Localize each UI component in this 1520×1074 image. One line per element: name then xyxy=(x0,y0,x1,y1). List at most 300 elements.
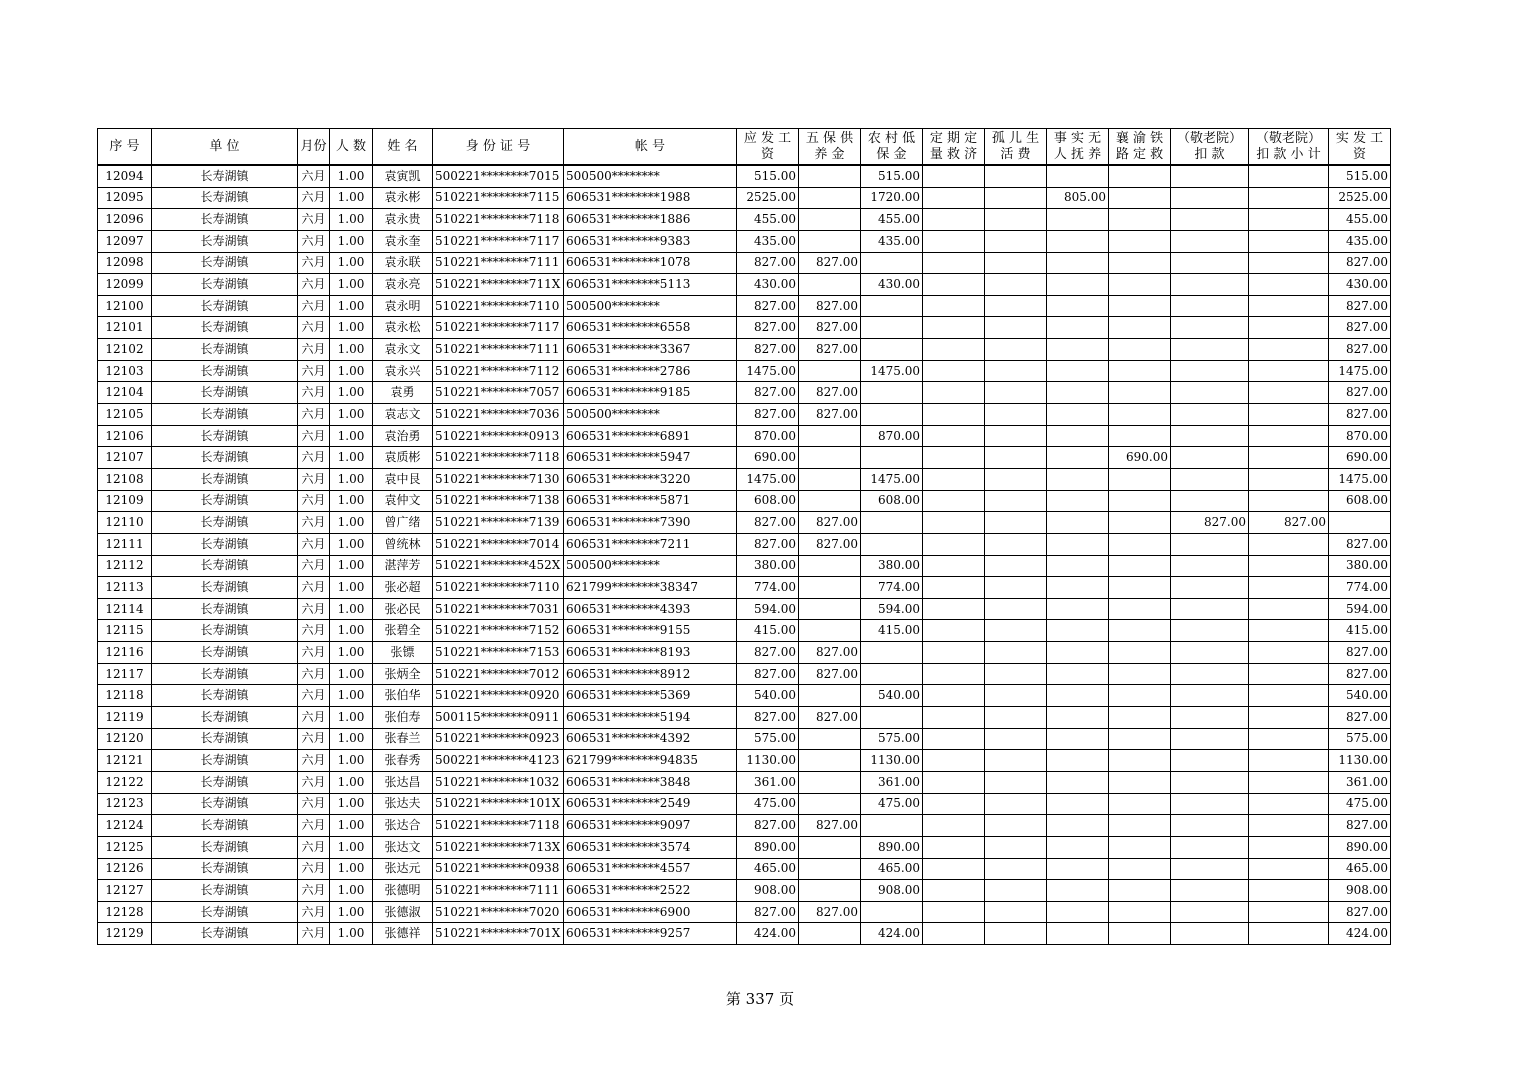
cell-orphan xyxy=(985,923,1047,945)
cell-orphan xyxy=(985,512,1047,534)
cell-month: 六月 xyxy=(298,360,330,382)
cell-jly xyxy=(1171,404,1249,426)
cell-paid: 2525.00 xyxy=(1329,187,1391,209)
cell-jly xyxy=(1171,620,1249,642)
cell-unit: 长寿湖镇 xyxy=(152,165,298,187)
cell-paid: 827.00 xyxy=(1329,642,1391,664)
cell-dingliang xyxy=(923,360,985,382)
cell-unit: 长寿湖镇 xyxy=(152,187,298,209)
cell-shishi xyxy=(1047,404,1109,426)
cell-jly-sub: 827.00 xyxy=(1249,512,1329,534)
cell-month: 六月 xyxy=(298,274,330,296)
cell-seq: 12101 xyxy=(98,317,152,339)
cell-jly xyxy=(1171,901,1249,923)
cell-month: 六月 xyxy=(298,858,330,880)
cell-shishi xyxy=(1047,793,1109,815)
cell-dingliang xyxy=(923,707,985,729)
cell-name: 张伯华 xyxy=(373,685,433,707)
cell-xiangyu xyxy=(1109,685,1171,707)
cell-shishi xyxy=(1047,620,1109,642)
cell-account: 500500******** xyxy=(564,295,737,317)
cell-seq: 12123 xyxy=(98,793,152,815)
cell-jly-sub xyxy=(1249,793,1329,815)
cell-due: 594.00 xyxy=(737,598,799,620)
cell-count: 1.00 xyxy=(330,642,373,664)
cell-paid: 827.00 xyxy=(1329,707,1391,729)
cell-id: 510221********7057 xyxy=(433,382,564,404)
cell-jly xyxy=(1171,750,1249,772)
cell-id: 510221********711X xyxy=(433,274,564,296)
cell-account: 606531********4392 xyxy=(564,728,737,750)
cell-id: 510221********0913 xyxy=(433,425,564,447)
cell-unit: 长寿湖镇 xyxy=(152,295,298,317)
cell-count: 1.00 xyxy=(330,317,373,339)
cell-unit: 长寿湖镇 xyxy=(152,598,298,620)
cell-jly-sub xyxy=(1249,901,1329,923)
cell-account: 606531********8912 xyxy=(564,663,737,685)
cell-orphan xyxy=(985,490,1047,512)
cell-xiangyu xyxy=(1109,836,1171,858)
cell-unit: 长寿湖镇 xyxy=(152,317,298,339)
cell-account: 500500******** xyxy=(564,555,737,577)
cell-shishi xyxy=(1047,707,1109,729)
cell-wubao: 827.00 xyxy=(799,663,861,685)
cell-account: 621799********38347 xyxy=(564,577,737,599)
cell-paid: 465.00 xyxy=(1329,858,1391,880)
cell-id: 510221********7118 xyxy=(433,815,564,837)
cell-jly-sub xyxy=(1249,230,1329,252)
cell-dingliang xyxy=(923,512,985,534)
cell-orphan xyxy=(985,793,1047,815)
cell-orphan xyxy=(985,707,1047,729)
cell-name: 张达昌 xyxy=(373,771,433,793)
cell-orphan xyxy=(985,404,1047,426)
cell-jly-sub xyxy=(1249,404,1329,426)
cell-jly xyxy=(1171,165,1249,187)
cell-paid: 690.00 xyxy=(1329,447,1391,469)
cell-xiangyu xyxy=(1109,663,1171,685)
cell-seq: 12122 xyxy=(98,771,152,793)
cell-seq: 12112 xyxy=(98,555,152,577)
cell-seq: 12120 xyxy=(98,728,152,750)
cell-name: 张达元 xyxy=(373,858,433,880)
cell-paid: 575.00 xyxy=(1329,728,1391,750)
cell-dingliang xyxy=(923,685,985,707)
cell-unit: 长寿湖镇 xyxy=(152,663,298,685)
cell-id: 510221********7020 xyxy=(433,901,564,923)
cell-count: 1.00 xyxy=(330,923,373,945)
cell-jly xyxy=(1171,598,1249,620)
cell-unit: 长寿湖镇 xyxy=(152,750,298,772)
cell-jly-sub xyxy=(1249,425,1329,447)
cell-orphan xyxy=(985,858,1047,880)
cell-name: 张必民 xyxy=(373,598,433,620)
cell-due: 827.00 xyxy=(737,404,799,426)
cell-name: 袁治勇 xyxy=(373,425,433,447)
cell-id: 510221********7014 xyxy=(433,533,564,555)
cell-shishi xyxy=(1047,728,1109,750)
cell-dibao: 870.00 xyxy=(861,425,923,447)
cell-count: 1.00 xyxy=(330,209,373,231)
cell-shishi xyxy=(1047,555,1109,577)
cell-shishi xyxy=(1047,771,1109,793)
cell-month: 六月 xyxy=(298,555,330,577)
cell-seq: 12099 xyxy=(98,274,152,296)
cell-month: 六月 xyxy=(298,750,330,772)
cell-count: 1.00 xyxy=(330,230,373,252)
cell-dingliang xyxy=(923,771,985,793)
cell-xiangyu xyxy=(1109,533,1171,555)
cell-id: 510221********7110 xyxy=(433,295,564,317)
col-wage-due: 应 发 工 资 xyxy=(737,129,799,166)
cell-due: 827.00 xyxy=(737,295,799,317)
cell-shishi xyxy=(1047,382,1109,404)
cell-jly xyxy=(1171,815,1249,837)
cell-dingliang xyxy=(923,923,985,945)
cell-jly-sub xyxy=(1249,274,1329,296)
cell-paid: 827.00 xyxy=(1329,404,1391,426)
cell-orphan xyxy=(985,187,1047,209)
cell-account: 606531********1078 xyxy=(564,252,737,274)
table-row xyxy=(98,836,1391,858)
cell-count: 1.00 xyxy=(330,815,373,837)
cell-shishi xyxy=(1047,295,1109,317)
cell-xiangyu xyxy=(1109,642,1171,664)
cell-paid: 827.00 xyxy=(1329,317,1391,339)
cell-id: 510221********7036 xyxy=(433,404,564,426)
cell-id: 510221********7117 xyxy=(433,230,564,252)
col-orphan: 孤 儿 生 活 费 xyxy=(985,129,1047,166)
cell-seq: 12106 xyxy=(98,425,152,447)
cell-id: 510221********7112 xyxy=(433,360,564,382)
cell-dingliang xyxy=(923,836,985,858)
cell-dibao: 1475.00 xyxy=(861,468,923,490)
cell-month: 六月 xyxy=(298,252,330,274)
cell-xiangyu xyxy=(1109,274,1171,296)
cell-dibao xyxy=(861,295,923,317)
table-row xyxy=(98,620,1391,642)
cell-xiangyu xyxy=(1109,252,1171,274)
cell-jly-sub xyxy=(1249,360,1329,382)
cell-shishi xyxy=(1047,274,1109,296)
cell-due: 455.00 xyxy=(737,209,799,231)
cell-name: 张碧全 xyxy=(373,620,433,642)
table-row xyxy=(98,793,1391,815)
cell-jly xyxy=(1171,923,1249,945)
cell-seq: 12110 xyxy=(98,512,152,534)
cell-name: 张德祥 xyxy=(373,923,433,945)
table-row xyxy=(98,425,1391,447)
cell-dibao xyxy=(861,642,923,664)
cell-jly xyxy=(1171,425,1249,447)
cell-account: 606531********2522 xyxy=(564,880,737,902)
cell-shishi xyxy=(1047,685,1109,707)
cell-orphan xyxy=(985,209,1047,231)
cell-month: 六月 xyxy=(298,447,330,469)
cell-count: 1.00 xyxy=(330,880,373,902)
cell-unit: 长寿湖镇 xyxy=(152,858,298,880)
cell-name: 张伯寿 xyxy=(373,707,433,729)
col-xiangyu: 襄 渝 铁 路 定 救 xyxy=(1109,129,1171,166)
cell-orphan xyxy=(985,663,1047,685)
cell-unit: 长寿湖镇 xyxy=(152,836,298,858)
cell-dingliang xyxy=(923,230,985,252)
cell-count: 1.00 xyxy=(330,858,373,880)
table-row xyxy=(98,815,1391,837)
cell-orphan xyxy=(985,533,1047,555)
cell-dibao: 774.00 xyxy=(861,577,923,599)
table-row xyxy=(98,642,1391,664)
cell-dingliang xyxy=(923,858,985,880)
cell-wubao xyxy=(799,577,861,599)
table-row xyxy=(98,382,1391,404)
cell-jly xyxy=(1171,295,1249,317)
cell-xiangyu xyxy=(1109,209,1171,231)
cell-month: 六月 xyxy=(298,404,330,426)
cell-shishi xyxy=(1047,642,1109,664)
table-row xyxy=(98,187,1391,209)
cell-jly-sub xyxy=(1249,577,1329,599)
cell-xiangyu xyxy=(1109,187,1171,209)
cell-id: 510221********7139 xyxy=(433,512,564,534)
cell-count: 1.00 xyxy=(330,490,373,512)
cell-unit: 长寿湖镇 xyxy=(152,728,298,750)
cell-xiangyu xyxy=(1109,793,1171,815)
cell-unit: 长寿湖镇 xyxy=(152,707,298,729)
cell-dibao xyxy=(861,339,923,361)
cell-account: 500500******** xyxy=(564,404,737,426)
cell-count: 1.00 xyxy=(330,360,373,382)
cell-dibao: 575.00 xyxy=(861,728,923,750)
cell-month: 六月 xyxy=(298,382,330,404)
cell-dingliang xyxy=(923,598,985,620)
cell-jly xyxy=(1171,339,1249,361)
cell-name: 曾广绪 xyxy=(373,512,433,534)
cell-seq: 12111 xyxy=(98,533,152,555)
cell-wubao: 827.00 xyxy=(799,901,861,923)
table-row xyxy=(98,252,1391,274)
cell-id: 510221********101X xyxy=(433,793,564,815)
cell-account: 606531********4557 xyxy=(564,858,737,880)
cell-shishi xyxy=(1047,858,1109,880)
cell-dingliang xyxy=(923,404,985,426)
cell-due: 435.00 xyxy=(737,230,799,252)
cell-dingliang xyxy=(923,555,985,577)
cell-orphan xyxy=(985,577,1047,599)
cell-shishi xyxy=(1047,533,1109,555)
cell-dibao xyxy=(861,317,923,339)
cell-orphan xyxy=(985,165,1047,187)
cell-dingliang xyxy=(923,901,985,923)
cell-account: 606531********7211 xyxy=(564,533,737,555)
cell-jly-sub xyxy=(1249,880,1329,902)
cell-id: 510221********0920 xyxy=(433,685,564,707)
cell-unit: 长寿湖镇 xyxy=(152,512,298,534)
cell-shishi: 805.00 xyxy=(1047,187,1109,209)
cell-count: 1.00 xyxy=(330,187,373,209)
cell-account: 606531********9185 xyxy=(564,382,737,404)
cell-due: 1475.00 xyxy=(737,468,799,490)
cell-shishi xyxy=(1047,360,1109,382)
cell-dingliang xyxy=(923,317,985,339)
cell-wubao: 827.00 xyxy=(799,317,861,339)
cell-month: 六月 xyxy=(298,468,330,490)
table-row xyxy=(98,274,1391,296)
cell-due: 774.00 xyxy=(737,577,799,599)
cell-wubao xyxy=(799,187,861,209)
table-row xyxy=(98,750,1391,772)
cell-dibao xyxy=(861,815,923,837)
cell-shishi xyxy=(1047,165,1109,187)
cell-unit: 长寿湖镇 xyxy=(152,555,298,577)
cell-account: 606531********3367 xyxy=(564,339,737,361)
cell-xiangyu xyxy=(1109,771,1171,793)
cell-month: 六月 xyxy=(298,880,330,902)
cell-count: 1.00 xyxy=(330,295,373,317)
cell-orphan xyxy=(985,230,1047,252)
cell-id: 510221********7115 xyxy=(433,187,564,209)
cell-seq: 12096 xyxy=(98,209,152,231)
cell-unit: 长寿湖镇 xyxy=(152,404,298,426)
cell-unit: 长寿湖镇 xyxy=(152,923,298,945)
cell-seq: 12116 xyxy=(98,642,152,664)
cell-jly xyxy=(1171,771,1249,793)
cell-wubao: 827.00 xyxy=(799,404,861,426)
cell-unit: 长寿湖镇 xyxy=(152,230,298,252)
cell-due: 430.00 xyxy=(737,274,799,296)
cell-name: 张春秀 xyxy=(373,750,433,772)
cell-jly xyxy=(1171,707,1249,729)
cell-paid: 415.00 xyxy=(1329,620,1391,642)
cell-dingliang xyxy=(923,209,985,231)
cell-dingliang xyxy=(923,447,985,469)
cell-orphan xyxy=(985,447,1047,469)
cell-unit: 长寿湖镇 xyxy=(152,620,298,642)
cell-paid: 1130.00 xyxy=(1329,750,1391,772)
cell-wubao: 827.00 xyxy=(799,815,861,837)
cell-jly-sub xyxy=(1249,771,1329,793)
cell-id: 510221********7153 xyxy=(433,642,564,664)
cell-name: 袁中艮 xyxy=(373,468,433,490)
cell-wubao: 827.00 xyxy=(799,382,861,404)
cell-dingliang xyxy=(923,577,985,599)
cell-paid xyxy=(1329,512,1391,534)
cell-jly xyxy=(1171,577,1249,599)
cell-unit: 长寿湖镇 xyxy=(152,382,298,404)
col-month: 月份 xyxy=(298,129,330,166)
cell-id: 510221********7110 xyxy=(433,577,564,599)
cell-jly xyxy=(1171,858,1249,880)
cell-paid: 594.00 xyxy=(1329,598,1391,620)
cell-due: 515.00 xyxy=(737,165,799,187)
cell-month: 六月 xyxy=(298,425,330,447)
cell-unit: 长寿湖镇 xyxy=(152,447,298,469)
cell-orphan xyxy=(985,642,1047,664)
cell-jly-sub xyxy=(1249,858,1329,880)
cell-month: 六月 xyxy=(298,620,330,642)
cell-jly-sub xyxy=(1249,750,1329,772)
cell-jly xyxy=(1171,382,1249,404)
cell-xiangyu xyxy=(1109,901,1171,923)
cell-paid: 424.00 xyxy=(1329,923,1391,945)
cell-due: 424.00 xyxy=(737,923,799,945)
cell-jly xyxy=(1171,209,1249,231)
cell-month: 六月 xyxy=(298,490,330,512)
cell-jly-sub xyxy=(1249,209,1329,231)
cell-jly xyxy=(1171,728,1249,750)
cell-jly-sub xyxy=(1249,663,1329,685)
cell-name: 袁永联 xyxy=(373,252,433,274)
cell-account: 606531********6558 xyxy=(564,317,737,339)
cell-wubao: 827.00 xyxy=(799,707,861,729)
cell-name: 湛萍芳 xyxy=(373,555,433,577)
cell-account: 606531********1988 xyxy=(564,187,737,209)
cell-seq: 12108 xyxy=(98,468,152,490)
cell-jly-sub xyxy=(1249,317,1329,339)
cell-dingliang xyxy=(923,468,985,490)
cell-seq: 12094 xyxy=(98,165,152,187)
cell-jly xyxy=(1171,252,1249,274)
cell-name: 袁永文 xyxy=(373,339,433,361)
cell-dibao: 1475.00 xyxy=(861,360,923,382)
cell-jly-sub xyxy=(1249,923,1329,945)
cell-dibao: 608.00 xyxy=(861,490,923,512)
cell-id: 510221********7130 xyxy=(433,468,564,490)
table-row xyxy=(98,295,1391,317)
cell-unit: 长寿湖镇 xyxy=(152,468,298,490)
cell-jly-sub xyxy=(1249,339,1329,361)
cell-orphan xyxy=(985,425,1047,447)
col-wubao: 五 保 供 养 金 xyxy=(799,129,861,166)
cell-paid: 515.00 xyxy=(1329,165,1391,187)
cell-dingliang xyxy=(923,750,985,772)
cell-wubao: 827.00 xyxy=(799,512,861,534)
cell-seq: 12127 xyxy=(98,880,152,902)
col-jly-subtotal: （敬老院） 扣 款 小 计 xyxy=(1249,129,1329,166)
cell-jly xyxy=(1171,663,1249,685)
cell-shishi xyxy=(1047,663,1109,685)
cell-count: 1.00 xyxy=(330,707,373,729)
cell-count: 1.00 xyxy=(330,750,373,772)
cell-shishi xyxy=(1047,901,1109,923)
cell-name: 张达合 xyxy=(373,815,433,837)
cell-paid: 827.00 xyxy=(1329,663,1391,685)
cell-account: 606531********2786 xyxy=(564,360,737,382)
cell-due: 575.00 xyxy=(737,728,799,750)
cell-paid: 455.00 xyxy=(1329,209,1391,231)
cell-shishi xyxy=(1047,468,1109,490)
cell-shishi xyxy=(1047,209,1109,231)
cell-account: 606531********6891 xyxy=(564,425,737,447)
cell-name: 袁永贵 xyxy=(373,209,433,231)
cell-account: 606531********3848 xyxy=(564,771,737,793)
cell-jly-sub xyxy=(1249,815,1329,837)
col-shishi: 事 实 无 人 抚 养 xyxy=(1047,129,1109,166)
cell-wubao xyxy=(799,620,861,642)
cell-wubao xyxy=(799,468,861,490)
cell-jly-sub xyxy=(1249,165,1329,187)
cell-month: 六月 xyxy=(298,533,330,555)
cell-name: 袁勇 xyxy=(373,382,433,404)
cell-xiangyu xyxy=(1109,815,1171,837)
cell-seq: 12095 xyxy=(98,187,152,209)
cell-id: 510221********7111 xyxy=(433,339,564,361)
cell-shishi xyxy=(1047,252,1109,274)
cell-paid: 827.00 xyxy=(1329,815,1391,837)
cell-name: 曾统林 xyxy=(373,533,433,555)
table-row xyxy=(98,165,1391,187)
cell-seq: 12097 xyxy=(98,230,152,252)
